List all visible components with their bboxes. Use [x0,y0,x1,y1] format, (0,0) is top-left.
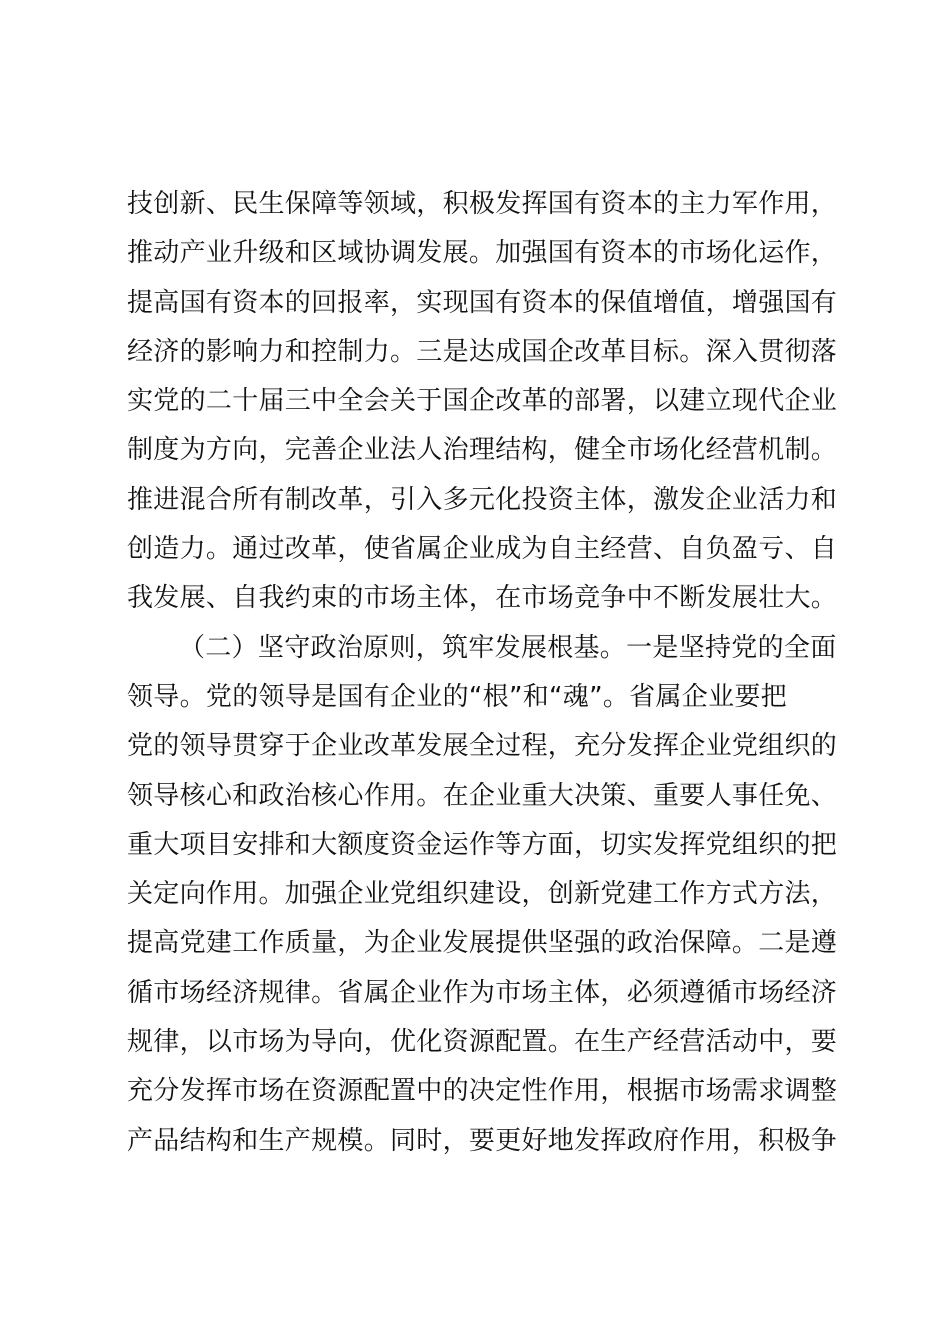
text-line: 推进混合所有制改革，引入多元化投资主体，激发企业活力和 [127,484,838,515]
text-line: 产品结构和生产规模。同时，要更好地发挥政府作用，积极争 [127,1125,838,1156]
section-heading-line: （二）坚守政治原则，筑牢发展根基。一是坚持党的全面 [179,632,837,663]
text-line: 我发展、自我约束的市场主体，在市场竞争中不断发展壮大。 [127,583,838,614]
text-line: 技创新、民生保障等领域，积极发挥国有资本的主力军作用， [127,189,838,219]
text-line: 制度为方向，完善企业法人治理结构，健全市场化经营机制。 [127,435,838,466]
text-line: 关定向作用。加强企业党组织建设，创新党建工作方式方法， [127,879,838,910]
text-line: 重大项目安排和大额度资金运作等方面，切实发挥党组织的把 [127,829,838,860]
text-line: 经济的影响力和控制力。三是达成国企改革目标。深入贯彻落 [127,336,838,367]
text-line: 领导核心和政治核心作用。在企业重大决策、重要人事任免、 [127,780,838,811]
text-line: 提高党建工作质量，为企业发展提供坚强的政治保障。二是遵 [127,928,838,959]
text-line: 提高国有资本的回报率，实现国有资本的保值增值，增强国有 [127,287,838,318]
text-line: 实党的二十届三中全会关于国企改革的部署，以建立现代企业 [127,386,838,417]
text-line: 创造力。通过改革，使省属企业成为自主经营、自负盈亏、自 [127,534,838,565]
text-line: 充分发挥市场在资源配置中的决定性作用，根据市场需求调整 [127,1076,838,1107]
text-line: 循市场经济规律。省属企业作为市场主体，必须遵循市场经济 [127,977,838,1008]
text-line: 推动产业升级和区域协调发展。加强国有资本的市场化运作， [127,238,838,269]
body-text [127,180,837,1166]
text-line: 领导。党的领导是国有企业的“根”和“魂”。省属企业要把 [127,681,787,712]
text-line: 规律，以市场为导向，优化资源配置。在生产经营活动中，要 [127,1027,838,1058]
text-line: 党的领导贯穿于企业改革发展全过程，充分发挥企业党组织的 [127,731,838,762]
